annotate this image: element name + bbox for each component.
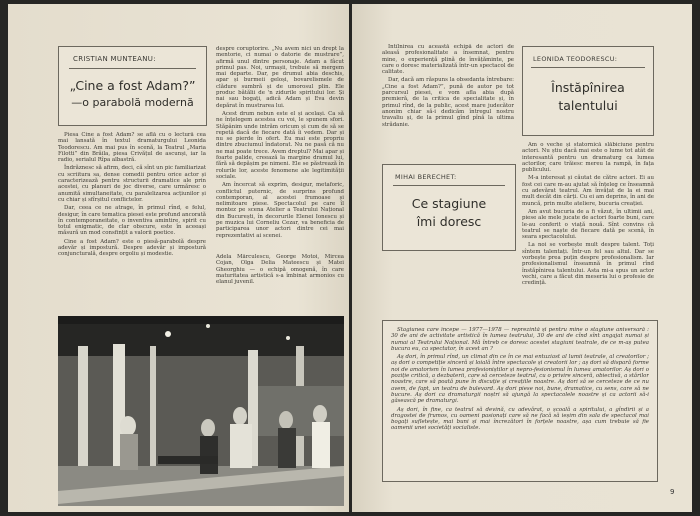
page-number: 9 bbox=[670, 488, 675, 496]
teodorescu-title-line1: Înstăpînirea bbox=[551, 80, 625, 95]
teodorescu-title-line2: talentului bbox=[558, 98, 618, 113]
text-paragraph: La noi se vorbește mult despre talent. Toți sîntem talentați. Într-un fel sau altul. Dar se vorbește prea puțin despre profesionalism. Iar profesionalismul înseamnă în primul rînd înstăpînirea talentului. Asta mi-a spus un actor vechi, care a făcut din meseria lui o profesie de credință. bbox=[522, 242, 654, 287]
text-paragraph: Dar, ceea ce ne atrage, în primul rînd, e felul, desigur, în care tematica piesei este profund ancorată în contemporaneitate, o inventiva amintire, spirit cu totul enigmatic, de clar obscure, este în aceeași măsură un mod consfințit a valorii poetice. bbox=[58, 205, 206, 237]
left-col-main-left bbox=[58, 132, 206, 312]
text-paragraph: M-a interesat și căutat de către actori. Ei au fost cei care m-au ajutat să înțeleg ce înseamnă cu adevărat teatrul. Am învățat de la ei mai mult decât din cărți. Cu ei am deprins, în ani de muncă, prin multe ateliere, bucuria creației. bbox=[522, 175, 654, 207]
teodorescu-title-box bbox=[522, 46, 654, 136]
text-paragraph: despre coruptorire. „Nu avem nici un drept la mentorie, ci numai o datorie de mustrare”, afirmă unul dintre personaje. Adam a fâcut primul pas. Noi, urmașii, trebuie să mergem mai departe. Dar, pe drumul abia deschis, apar și burmeii geloși, bovarelismele de clădure sumbră și de umorosul plin. Ele produc bătălii de 'n zidurile spiritului lor. Și nai sau bogați, adică Adam și Eva devin depărat în mustrarea lui. bbox=[216, 46, 344, 109]
munteanu-title-line1: „Cine a fost Adam?” bbox=[69, 78, 196, 93]
munteanu-rule bbox=[69, 68, 196, 69]
berechet-title-line2: îmi doresc bbox=[416, 214, 482, 229]
berechet-title-box bbox=[382, 164, 516, 251]
text-paragraph: Aș dori, în primul rînd, un climat din ce în ce mai entuziast al lumii teatrale, al creatorilor ; aș dori o competiție sinceră și loială între spectacole și creatorii lor ; aș dori să dispară forme noi de amatorism în lumea profesioniștilor și nepro-fesionismul în lumea amatorilor. Aș dori o poziție critică, a dezbaterii, care să cerceteze teatrul, cu o privire sinceră, obiectivă, a stărilor noastre, care să poată pune în discuție și creațiile noastre. Aș dori să se cerceteze de ce nu avem, de fapt, un teatru de bulevard. Aș dori piese noi, bune, dramatice, cu sens, care să ne bucure. Aș dori ca dramaturgii noștri să ajungă la spectacolele noastre și ca actorii să-i găsească pe dramaturgi. bbox=[391, 354, 649, 405]
munteanu-author: CRISTIAN MUNTEANU: bbox=[73, 55, 156, 63]
right-page bbox=[352, 4, 692, 512]
text-paragraph: Am încercat să exprim, desigur, metaforic, conflictul puternic, de surprins profund contemporan, al acestei frumoase și nelimitoare piese. Spectacolul pe care îl montez pe scena Atelier a Teatrului Național din București, în decorurile Elenei Ionescu și pe muzica lui Corneliu Cezar, va beneficia de participarea unor actori dintre cei mai reprezentativi ai scenei. bbox=[216, 182, 344, 239]
munteanu-title-box bbox=[58, 46, 207, 126]
berechet-title-line1: Ce stagiune bbox=[411, 196, 487, 211]
teodorescu-rule bbox=[531, 67, 645, 68]
left-page bbox=[8, 4, 349, 512]
text-paragraph: Stagiunea care începe — 1977—1978 — reprezintă și pentru mine o stagiune aniversară : 30 de ani de activitate artistică în lumea teatrului, 30 de ani de cînd sînt angajat numai și numai al Teatrului Național. Mă întreb ce doresc acestei stagiuni teatrale, de ce m-aș putea bucura eu, ca spectator, în acest an ? bbox=[391, 327, 649, 352]
rehearsal-photo bbox=[58, 316, 344, 506]
berechet-author: MIHAI BERECHET: bbox=[395, 173, 457, 181]
text-paragraph: Îndrăznesc să afirm, deci, că sînt un pic familiarizat cu scriitura sa, dense comedii pentru orice actor și caracterizează pentru structurii dramatice ale prin acestei, cu planuri de joc diverse, care urmăresc o anumită simultaneitate, cu paralelizarea acțiunilor și cu chiar și sfîrșitul conflictelor. bbox=[58, 165, 206, 203]
text-paragraph: Aș dori, în fine, ca teatrul să devină, cu adevărat, o școală a spiritului, a gîndirii și a dragostei de frumos, cu oameni pasionați care să ne facă să ieșim din sala de spectacol mai bogați sufletește, mai buni și mai încrezători în forțele noastre, așa cum trebuie să fie oamenii unei societăți socialiste. bbox=[391, 406, 649, 432]
teodorescu-text bbox=[522, 142, 654, 310]
berechet-text bbox=[391, 327, 649, 477]
text-paragraph: Am avut bucuria de a fi văzut, în ultimii ani, piese ale mele jucate de actori foarte buni, care le-au conferit o viață nouă. Sînt convins că teatrul se naște de fiecare dată pe scenă, în seara spectacolului. bbox=[522, 208, 654, 241]
text-paragraph: Întîlnirea cu această echipă de actori de aleasă profesionalitate a însemnat, pentru mine, o experiență plină de învățăminte, pe care o doresc materializată într-un spectacol de calitate. bbox=[382, 44, 514, 76]
left-col-cast bbox=[216, 254, 344, 312]
text-paragraph: Dar, dacă am răspuns la obsedanta întrebare: „Cine a fost Adam?”, pună de autor pe tot parcursul piesei, e vom afla abia după premieră, de la critica de specialitate și, în primul rînd, de la public, acest mare judecător anonim chiar să-i dedicăm întregul nostru travaliu și, de la primul gînd pînă la ultima strădanie. bbox=[382, 77, 514, 128]
text-paragraph: Acest drum nebun este el și același. Ca să ne înțelegem acestea cu voi, le spunem sfori. Stăpânim unde intrăm oricum și cum de să se repetă dacă de fiecare dată îi vedem. Dar și nu se pierde în ofert. Eu mai este propriu dintre zbuciumul îndatorat. Nu ne pasă că nu ne mai poate trece. Avem dreptul? Mai apar și foarte palide, creează la margine dramul lui, fără să depășim pe nimeni. Ele se păstrează în rolurile lor, aceste fenomene ale legitimității sociale. bbox=[216, 110, 344, 180]
cast-paragraph: Adela Mărculescu, George Motoi, Mircea Cojan, Olga Delia Mateescu și Matei Gheorghiu — o echipă omogenă, în care maturitatea artistică s-a îmbinat armonios cu elanul juvenil. bbox=[216, 254, 344, 286]
rehearsal-photo-image bbox=[58, 316, 344, 506]
text-paragraph: Piesa Cine a fost Adam? se află cu o lectură cea mai lansată în textul dramaturgului Leonida Teodorescu. Am mai pus în scenă, la Teatrul „Maria Filotti” din Brăila, piesa Crivățul de ascunși, iar la radio, serialul Rîpa albastră. bbox=[58, 132, 206, 164]
berechet-rule bbox=[393, 185, 505, 186]
text-paragraph: Cine a fost Adam? este o piesă-parabolă despre adevăr și impostură. Despre adevăr și impostură conjuncturală, despre orgoliu și modestie. bbox=[58, 238, 206, 258]
teodorescu-author: LEONIDA TEODORESCU: bbox=[533, 55, 618, 63]
munteanu-title-line2: —o parabolă modernă bbox=[71, 96, 194, 109]
text-paragraph: Am o veche și statornică slăbiciune pentru actori. Nu știu dacă mai este o lume tot atât de interesantă pentru un dramaturg ca lumea actorilor, care trăiesc mereu la rampă, în fața publicului. bbox=[522, 142, 654, 174]
berechet-text-box bbox=[382, 320, 658, 482]
right-intro-text bbox=[382, 44, 514, 154]
